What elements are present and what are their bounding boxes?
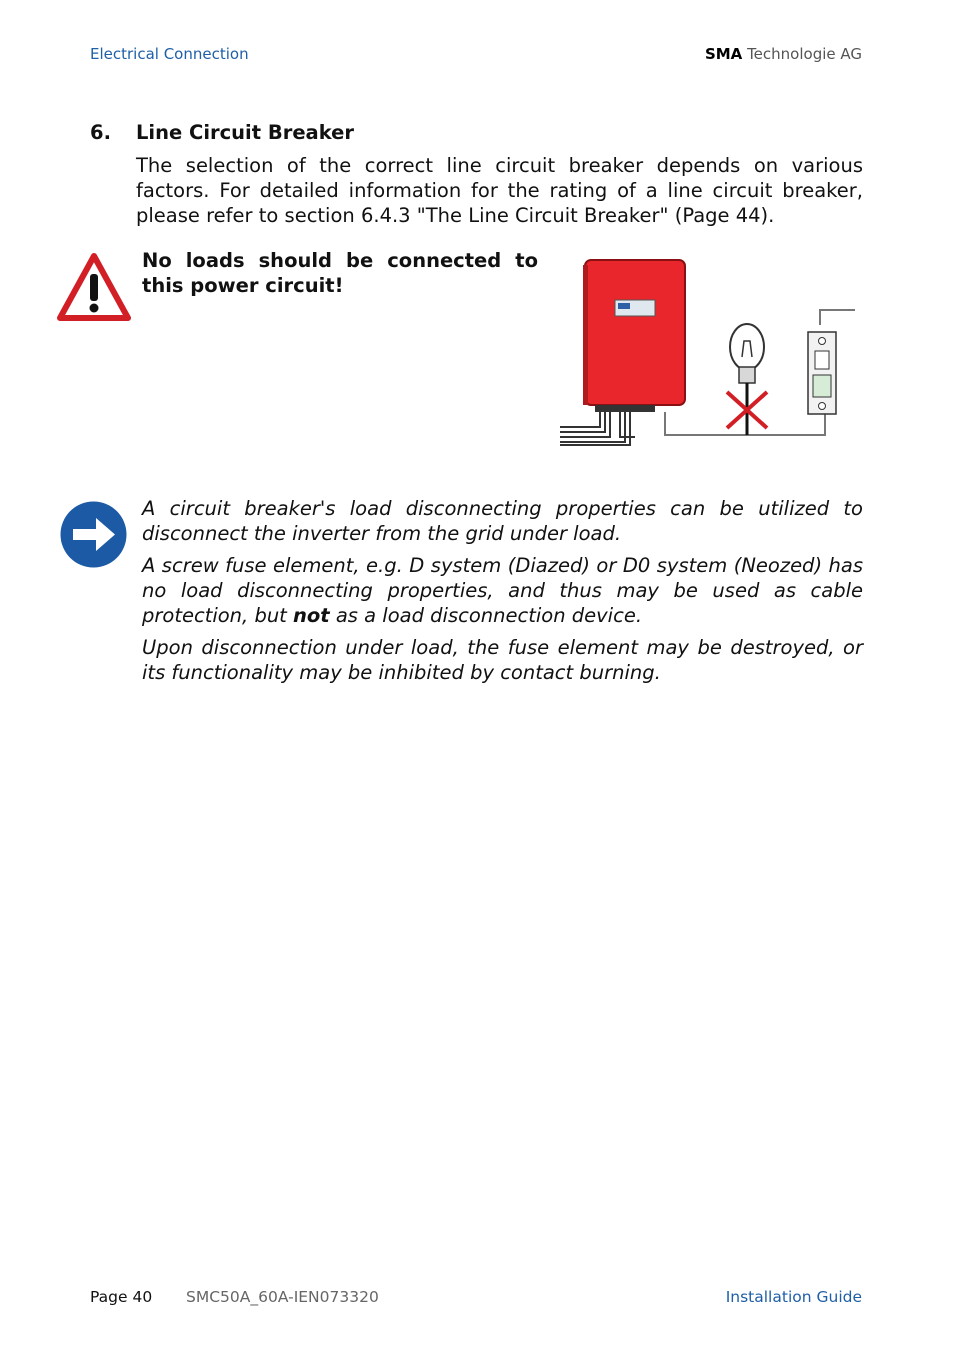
- footer-doc-id: SMC50A_60A-IEN073320: [186, 1288, 379, 1306]
- warning-triangle-icon: [56, 252, 132, 322]
- circuit-breaker: [808, 332, 836, 414]
- footer-page: Page 40: [90, 1288, 153, 1306]
- header-brand: SMA: [704, 45, 743, 63]
- header-company: [705, 45, 862, 63]
- info-paragraph-2: [142, 553, 863, 628]
- info-paragraph-3: Upon disconnection under load, the fuse element may be destroyed, or its functionality may be inhibited by contact burning.: [142, 636, 863, 684]
- step-number: 6.: [90, 121, 111, 144]
- no-load-illustration: [555, 255, 860, 450]
- header-section: Electrical Connection: [90, 45, 249, 63]
- info-p2-after: as a load disconnection device.: [329, 604, 643, 627]
- step-title: Line Circuit Breaker: [136, 121, 355, 144]
- header-company-name: Technologie AG: [747, 45, 862, 63]
- step-text: The selection of the correct line circuit breaker depends on various factors. For detailed information for the rating of a line circuit breaker, please refer to section 6.4.3 "The Line Circuit Breaker" (Page 44).: [136, 154, 863, 227]
- dc-cables: [560, 412, 635, 445]
- info-p2-bold: not: [293, 604, 330, 627]
- info-p2-before: A screw fuse element, e.g. D system (Diazed) or D0 system (Neozed) has no load disconnecting properties, and thus may be used as cable protection, but: [142, 554, 863, 627]
- info-paragraph-1: A circuit breaker's load disconnecting properties can be utilized to disconnect the inverter from the grid under load.: [142, 497, 863, 545]
- info-note: [142, 496, 863, 692]
- inverter-unit: [583, 260, 685, 412]
- warning-text: No loads should be connected to this power circuit!: [142, 249, 538, 297]
- step-heading: [90, 121, 354, 144]
- footer-guide: Installation Guide: [725, 1288, 862, 1306]
- arrow-right-circle-icon: [60, 501, 127, 568]
